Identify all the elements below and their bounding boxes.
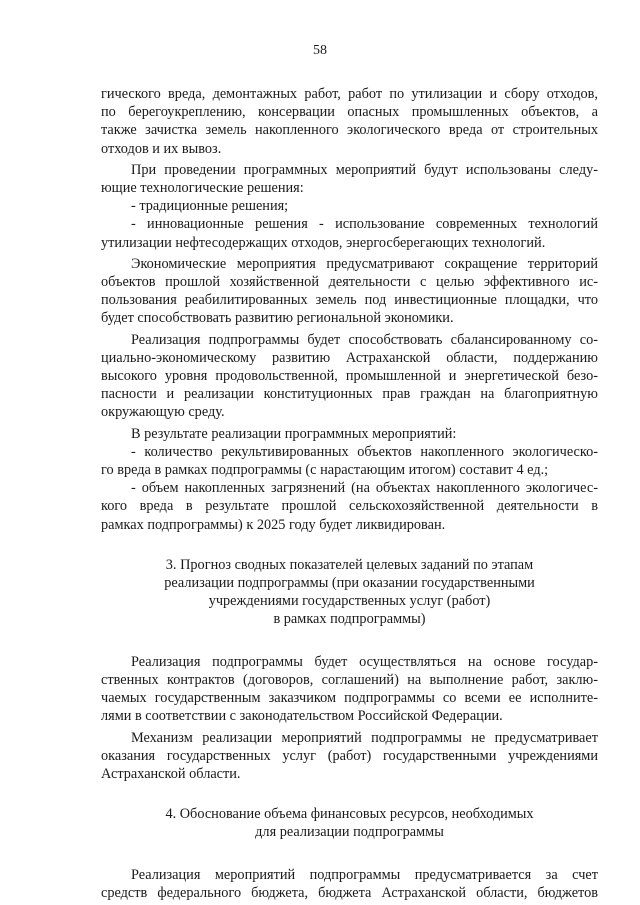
text-line: утилизации нефтесодержащих отходов, энергосберегающих технологий. <box>101 234 546 251</box>
heading-line: учреждениями государственных услуг (работ) <box>208 593 491 610</box>
text-line: высокого уровня продовольственной, промышленной и энергетической безо- <box>101 368 598 385</box>
text-line: циально-экономическому развитию Астраханской области, поддержанию <box>101 349 598 366</box>
text-line: будет способствовать развитию региональной экономики. <box>101 310 454 327</box>
page-number: 58 <box>313 43 327 58</box>
text-line: по берегоукреплению, консервации опасных промышленных объектов, а <box>101 104 598 121</box>
text-line: го вреда в рамках подпрограммы (с нарастающим итогом) составит 4 ед.; <box>101 462 549 479</box>
text-line: Экономические мероприятия предусматривают сокращение территорий <box>131 255 598 272</box>
text-line: средств федерального бюджета, бюджета Астраханской области, бюджетов <box>101 884 598 901</box>
text-line: ющие технологические решения: <box>101 180 304 197</box>
heading-line: 4. Обоснование объема финансовых ресурсов, необходимых <box>165 806 534 823</box>
text-line: пасности и реализации конституционных прав граждан на благоприятную <box>101 386 598 403</box>
page-body <box>101 85 598 902</box>
paragraph-implementation-basis <box>101 653 598 726</box>
list-item: - количество рекультивированных объектов накопленного экологическо- <box>131 443 598 460</box>
paragraph-financing <box>101 866 598 902</box>
text-line: кого вреда в результате прошлой сельскохозяйственной деятельности в <box>101 498 598 515</box>
text-line: В результате реализации программных мероприятий: <box>131 425 457 442</box>
text-line: Механизм реализации мероприятий подпрограммы не предусматривает <box>131 729 598 746</box>
text-line: Астраханской области. <box>101 765 241 782</box>
text-line: Реализация мероприятий подпрограммы предусматривается за счет <box>131 866 598 883</box>
text-line: объектов прошлой хозяйственной деятельности с целью эффективного ис- <box>101 274 598 291</box>
text-line: Реализация подпрограммы будет способствовать сбалансированному со- <box>131 331 598 348</box>
text-line: лями в соответствии с законодательством Российской Федерации. <box>101 708 503 725</box>
heading-line: 3. Прогноз сводных показателей целевых заданий по этапам <box>165 556 534 573</box>
paragraph-technological-solutions <box>101 161 598 252</box>
text-line: также зачистка земель накопленного экологического вреда от строительных <box>101 122 598 139</box>
section-heading-3 <box>101 556 598 629</box>
section-heading-4 <box>101 805 598 841</box>
text-line: гического вреда, демонтажных работ, работ по утилизации и сбору отходов, <box>101 86 598 102</box>
text-line: Реализация подпрограммы будет осуществляться на основе государ- <box>131 653 598 670</box>
text-line: оказания государственных услуг (работ) государственными учреждениями <box>101 747 598 764</box>
paragraph-subprogram-effect <box>101 331 598 422</box>
heading-line: реализации подпрограммы (при оказании государственными <box>164 575 535 592</box>
list-item: - инновационные решения - использование современных технологий <box>131 216 598 233</box>
text-line: окружающую среду. <box>101 404 225 421</box>
paragraph-economic-measures <box>101 255 598 328</box>
list-item: - традиционные решения; <box>131 198 289 215</box>
heading-line: для реализации подпрограммы <box>255 824 444 841</box>
list-item: - объем накопленных загрязнений (на объектах накопленного экологичес- <box>131 480 598 497</box>
text-line: чаемых государственным заказчиком подпрограммы со всеми ее исполните- <box>101 690 598 707</box>
text-line: ственных контрактов (договоров, соглашений) на выполнение работ, заклю- <box>101 671 598 688</box>
text-line: рамках подпрограммы) к 2025 году будет ликвидирован. <box>101 516 446 533</box>
paragraph-continuation <box>101 85 598 158</box>
heading-line: в рамках подпрограммы) <box>273 611 426 628</box>
text-line: При проведении программных мероприятий будут использованы следу- <box>131 161 598 178</box>
paragraph-results <box>101 425 598 534</box>
text-line: отходов и их вывоз. <box>101 140 222 157</box>
text-line: пользования реабилитированных земель под инвестиционные площадки, что <box>101 292 598 309</box>
paragraph-mechanism <box>101 729 598 784</box>
